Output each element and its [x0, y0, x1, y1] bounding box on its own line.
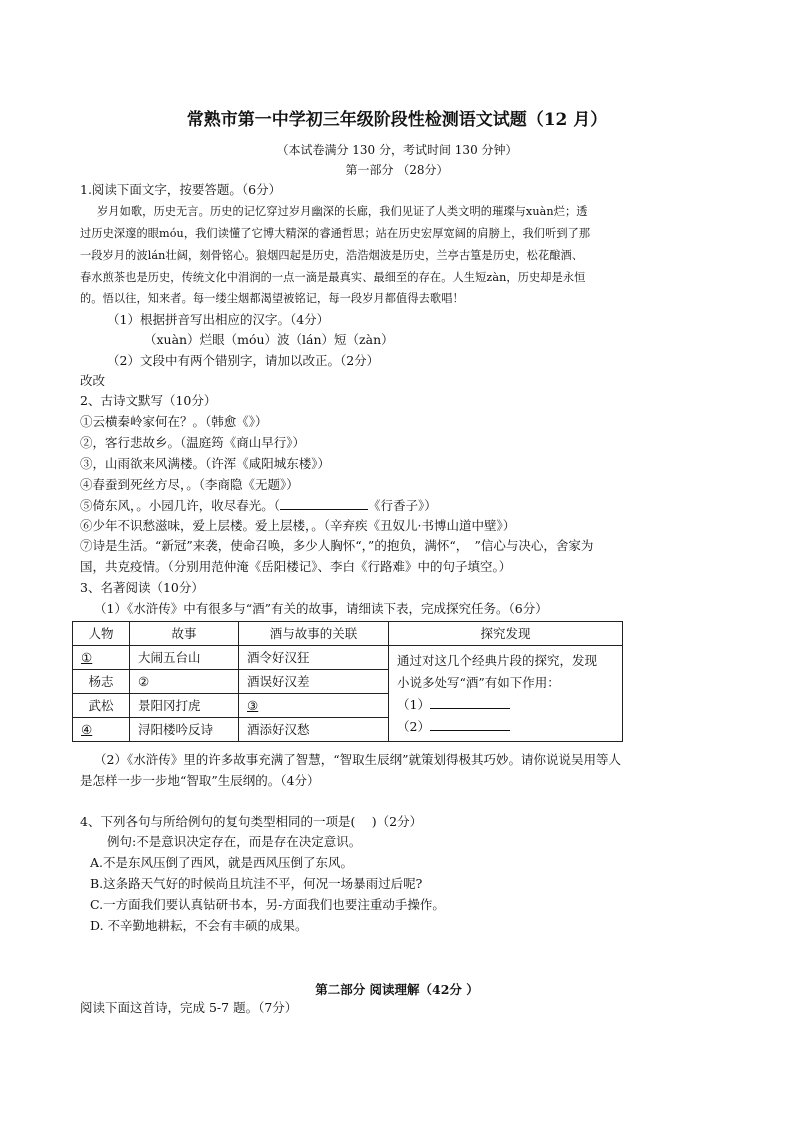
q1-sub1-items: （xuàn）烂眼（móu）波（lán）短（zàn）: [144, 332, 394, 347]
q2-line-6: ⑥少年不识愁滋味，爱上层楼。爱上层楼，。（辛弃疾《丑奴儿·书博山道中壁》）: [80, 518, 516, 533]
table-cell[interactable]: ②: [130, 670, 239, 694]
table-cell: 酒添好汉愁: [239, 718, 389, 742]
q4-heading: 4、下列各句与所给例句的复句类型相同的一项是( )（2分）: [80, 814, 423, 829]
table-cell[interactable]: ④: [73, 718, 130, 742]
q4-example: 例句:不是意识决定存在，而是存在决定意识。: [107, 834, 362, 849]
page-title: 常熟市第一中学初三年级阶段性检测语文试题（12 月）: [186, 110, 608, 130]
q4-option-c[interactable]: C.一方面我们要认真钻研书本，另-方面我们也要注重动手操作。: [90, 897, 445, 912]
q3-sub1: （1）《水浒传》中有很多与“酒”有关的故事，请细读下表，完成探究任务。（6分）: [94, 601, 548, 616]
exam-info: （本试卷满分 130 分，考试时间 130 分钟）: [276, 143, 518, 157]
q1-passage-line-2: 过历史深邃的眼móu，我们读懂了它博大精深的睿通哲思；站在历史宏厚宽阔的肩膀上，我们听到了那: [80, 227, 591, 240]
table-header: 人物: [73, 622, 130, 646]
q2-line-8: 国，共克疫情。（分别用范仲淹《岳阳楼记》、李白《行路难》中的句子填空。）: [80, 559, 512, 574]
table-cell[interactable]: ①: [73, 646, 130, 670]
water-margin-table: [72, 621, 623, 742]
discovery-line: 小说多处写“酒”有如下作用：: [397, 675, 560, 690]
table-cell[interactable]: ③: [239, 694, 389, 718]
q1-sub1: （1）根据拼音写出相应的汉字。（4分）: [107, 312, 330, 327]
q2-line-4: ④春蚕到死丝方尽，。（李商隐《无题》）: [80, 477, 299, 492]
discovery-line: 通过对这几个经典片段的探究，发现: [397, 653, 598, 668]
table-cell: 景阳冈打虎: [130, 694, 239, 718]
q1-answer-line: 改改: [80, 373, 106, 388]
discovery-item-1: （1）: [397, 694, 614, 716]
table-cell: 杨志: [73, 670, 130, 694]
q1-sub2: （2）文段中有两个错别字，请加以改正。（2分）: [107, 353, 380, 368]
q1-passage-line-3: 一段岁月的波lán壮阔，刻骨铭心。狼烟四起是历史，浩浩烟波是历史，兰亭古篁是历史，松花酿酒、: [80, 249, 584, 262]
table-cell: 武松: [73, 694, 130, 718]
table-row: [73, 646, 623, 670]
q2-line-5-a: ⑤倚东风，。小园几许，收尽春光。（: [80, 498, 281, 513]
part2-heading: 第二部分 阅读理解（42分 ）: [315, 982, 479, 997]
part1-heading: 第一部分 （28分）: [345, 163, 449, 177]
table-header-row: [73, 622, 623, 646]
answer-blank[interactable]: [430, 719, 510, 731]
q4-option-d[interactable]: D. 不辛勤地耕耘，不会有丰硕的成果。: [90, 918, 308, 933]
q2-line-7: ⑦诗是生活。“新冠”来袭，使命召唤，多少人胸怀“，”的抱负，满怀“， ”信心与决心，舍家为: [80, 538, 594, 553]
table-cell: 浔阳楼吟反诗: [130, 718, 239, 742]
table-header: 故事: [130, 622, 239, 646]
part2-intro: 阅读下面这首诗，完成 5-7 题。（7分）: [80, 1000, 298, 1015]
table-header: 探究发现: [389, 622, 623, 646]
q1-passage-line-4: 春水煎茶也是历史，传统文化中涓润的一点一滴是最真实、最细至的存在。人生短zàn，历史却是永恒: [80, 271, 586, 284]
q4-option-a[interactable]: A.不是东风压倒了西风，就是西风压倒了东风。: [90, 855, 354, 870]
table-cell: 酒误好汉差: [239, 670, 389, 694]
answer-blank[interactable]: [280, 497, 368, 510]
q2-line-5: [80, 497, 437, 514]
q2-line-3: ③，山雨欲来风满楼。（许浑《咸阳城东楼》）: [80, 456, 331, 471]
answer-blank[interactable]: [430, 697, 510, 709]
q1-heading: 1.阅读下面文字，按要答题。（6分）: [80, 182, 282, 197]
q2-heading: 2、古诗文默写（10分）: [80, 393, 217, 408]
q3-sub2-line-2: 是怎样一步一步地“智取”生辰纲的。（4分）: [80, 773, 320, 788]
q2-line-5-b: 《行香子》）: [368, 498, 437, 513]
discovery-cell: [389, 646, 623, 742]
q1-passage-line-1: 岁月如歌，历史无言。历史的记忆穿过岁月幽深的长廊，我们见证了人类文明的璀璨与xuàn烂；透: [97, 205, 588, 218]
table-cell: 酒令好汉狂: [239, 646, 389, 670]
discovery-item-2: （2）: [397, 716, 614, 738]
q2-line-1: ①云横秦岭家何在？。（韩愈《》）: [80, 414, 268, 429]
q1-passage-line-5: 的。悟以往，知来者。每一缕尘烟都渴望被铭记，每一段岁月都值得去歌唱！: [80, 292, 464, 305]
q2-line-2: ②，客行悲故乡。（温庭筠《商山早行》）: [80, 435, 306, 450]
table-header: 酒与故事的关联: [239, 622, 389, 646]
q3-sub2-line-1: （2）《水浒传》里的许多故事充满了智慧，“智取生辰纲”就策划得极其巧妙。请你说说吴用等人: [94, 752, 621, 767]
q4-option-b[interactable]: B.这条路天气好的时候尚且坑洼不平，何况一场暴雨过后呢?: [90, 876, 423, 891]
table-cell: 大闹五台山: [130, 646, 239, 670]
q3-heading: 3、名著阅读（10分）: [80, 580, 204, 595]
